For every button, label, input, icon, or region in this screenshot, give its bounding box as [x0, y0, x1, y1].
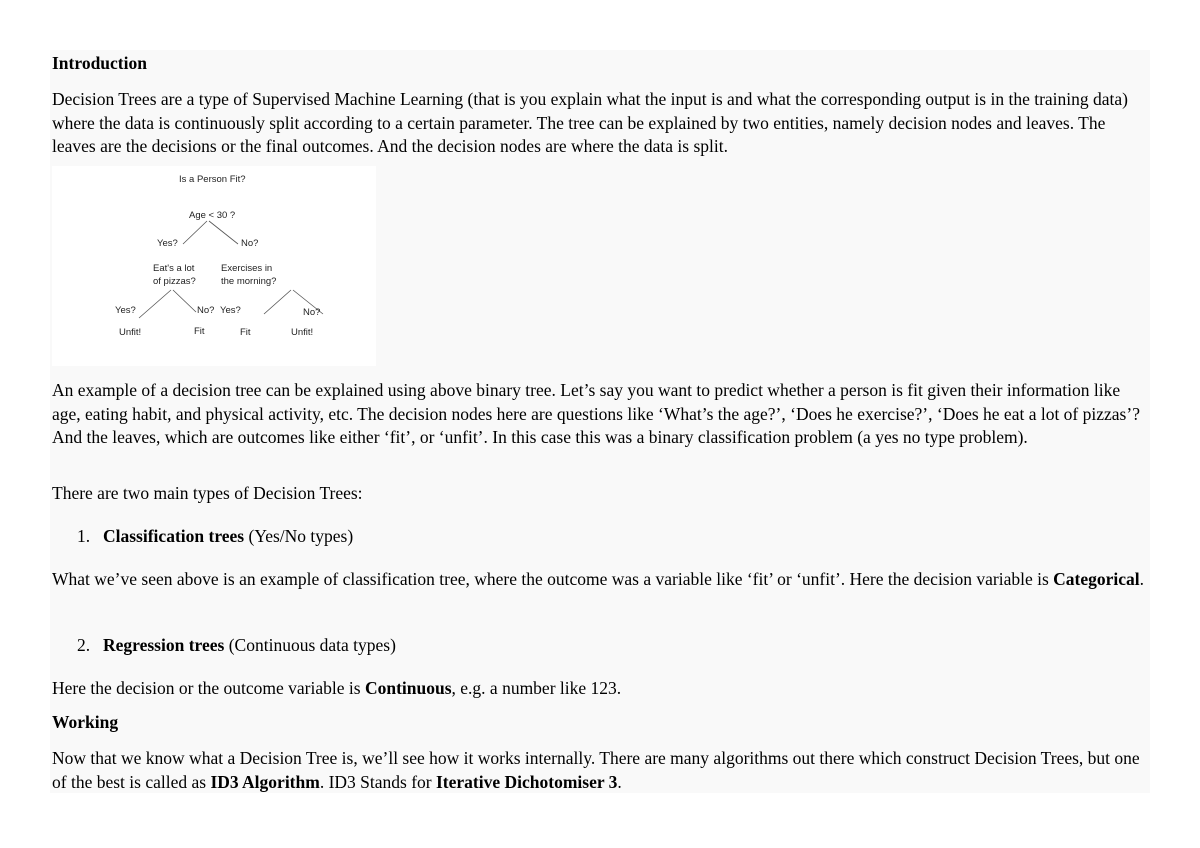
leaf-unfit-1: Unfit! [119, 327, 142, 338]
working-heading: Working [52, 712, 119, 732]
list-number: 1. [77, 526, 91, 546]
intro-paragraph: Decision Trees are a type of Supervised Machine Learning (that is you explain what the input is and what the corresponding output is in the training data) where the data is continuously split according to a certain parameter. The tree can be explained by two entities, namely decision nodes and leaves. The leaves are the decisions or the final outcomes. And the decision nodes are where the data is split. [52, 89, 1128, 156]
id3-algorithm-term: ID3 Algorithm [210, 771, 320, 792]
sentence-end: . [1139, 569, 1145, 589]
left-node-line1: Eat's a lot [153, 263, 195, 274]
regression-end: , e.g. a number like 123. [451, 678, 622, 698]
introduction-heading: Introduction [52, 53, 147, 73]
leaf-fit-2: Fit [240, 327, 251, 338]
continuous-term: Continuous [364, 678, 452, 698]
leaf-unfit-2: Unfit! [291, 327, 314, 338]
types-intro-paragraph: There are two main types of Decision Trees: [52, 483, 363, 503]
regression-paragraph [52, 677, 1144, 701]
figure-title: Is a Person Fit? [179, 174, 246, 185]
working-text-2: . ID3 Stands for [319, 771, 436, 792]
decision-tree-figure [52, 166, 376, 366]
regression-text: Here the decision or the outcome variable is [52, 678, 365, 698]
left-yes-label: Yes? [115, 305, 136, 316]
list-term: Classification trees [103, 526, 245, 546]
example-paragraph: An example of a decision tree can be explained using above binary tree. Let’s say you want to predict whether a person is fit given their information like age, eating habit, and physical activity, etc. The decision nodes here are questions like ‘What’s the age?’, ‘Does he exercise?’, ‘Does he eat a lot of pizzas’? And the leaves, which are outcomes like either ‘fit’, or ‘unfit’. In this case this was a binary classification problem (a yes no type problem). [52, 380, 1140, 447]
edge-left-yes [139, 290, 171, 318]
classification-text: What we’ve seen above is an example of classification tree, where the outcome was a variable like ‘fit’ or ‘unfit’. Here the decision variable is [52, 569, 1054, 589]
right-no-label: No? [303, 307, 321, 318]
root-node: Age < 30 ? [189, 210, 236, 221]
list-description: (Yes/No types) [244, 526, 354, 546]
categorical-term: Categorical [1053, 569, 1140, 589]
right-node-line2: the morning? [221, 276, 277, 287]
iterative-dichotomiser-term: Iterative Dichotomiser 3 [435, 771, 618, 792]
list-item-classification [77, 525, 353, 549]
edge-root-no [209, 221, 238, 244]
classification-paragraph [52, 568, 1144, 592]
list-number: 2. [77, 635, 91, 655]
edge-left-no [173, 290, 196, 312]
leaf-fit-1: Fit [194, 326, 205, 337]
edge-right-yes [264, 290, 291, 314]
root-no-label: No? [241, 238, 259, 249]
edge-root-yes [183, 221, 207, 244]
list-description: (Continuous data types) [224, 635, 396, 655]
decision-tree-diagram [52, 166, 376, 366]
working-paragraph [52, 747, 1144, 794]
right-yes-label: Yes? [220, 305, 241, 316]
list-term: Regression trees [103, 635, 225, 655]
root-yes-label: Yes? [157, 238, 178, 249]
right-node-line1: Exercises in [221, 263, 273, 274]
left-no-label: No? [197, 305, 215, 316]
list-item-regression [77, 634, 396, 658]
working-text-1: Now that we know what a Decision Tree is, we’ll see how it works internally. There are many algorithms out there which construct Decision Trees, but one of the best is called as [52, 748, 1140, 792]
left-node-line2: of pizzas? [153, 276, 196, 287]
document-page [50, 50, 1150, 793]
working-end: . [617, 771, 622, 792]
